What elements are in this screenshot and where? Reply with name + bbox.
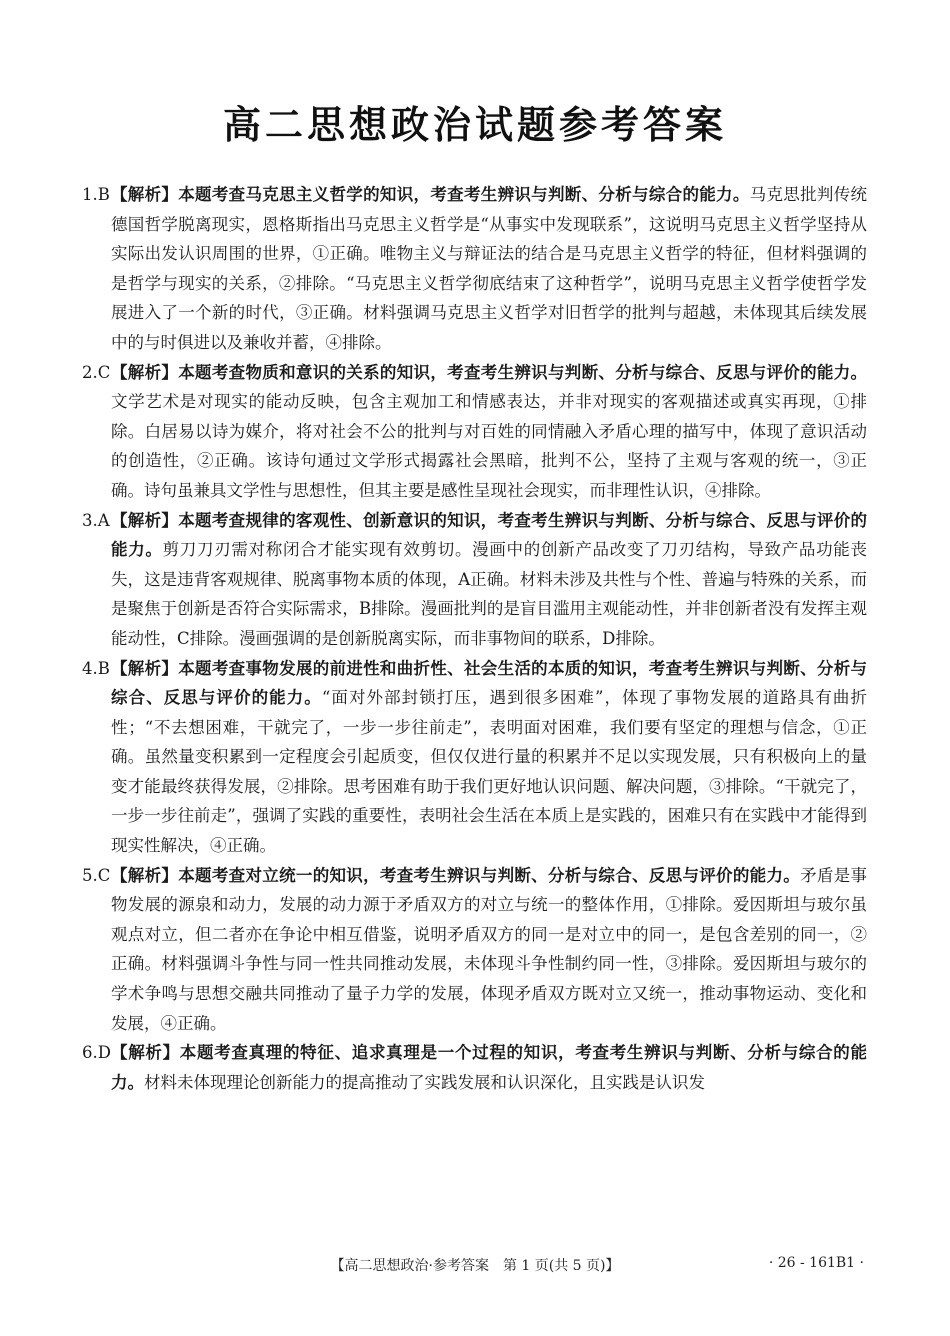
answer-text: 马克思批判传统德国哲学脱离现实，恩格斯指出马克思主义哲学是“从事实中发现联系”，这说明马克思主义哲学坚持从实际出发认识周围的世界，①正确。唯物主义与辩证法的结合是马克思主义哲学的特征，但材料强调的是哲学与现实的关系，②排除。“马克思主义哲学彻底结束了这种哲学”，说明马克思主义哲学使哲学发展进入了一个新的时代，③正确。材料强调马克思主义哲学对旧哲学的批判与超越，未体现其后续发展中的与时俱进以及兼收并蓄，④排除。 — [111, 185, 868, 352]
answer-item-4 — [82, 654, 867, 861]
answer-item-6 — [82, 1038, 867, 1097]
analysis-tag: 【解析】 — [111, 865, 179, 885]
answer-text: 矛盾是事物发展的源泉和动力，发展的动力源于矛盾双方的对立与统一的整体作用，①排除。爱因斯坦与玻尔虽观点对立，但二者亦在争论中相互借鉴，说明矛盾双方的同一是对立中的同一，是包含差别的同一，②正确。材料强调斗争性与同一性共同推动发展，未体现斗争性制约同一性，③排除。爱因斯坦与玻尔的学术争鸣与思想交融共同推动了量子力学的发展，体现矛盾双方既对立又统一，推动事物运动、变化和发展，④正确。 — [111, 865, 868, 1033]
answer-number: 2.C — [82, 362, 111, 382]
analysis-tag: 【解析】 — [111, 362, 179, 382]
answer-number: 5.C — [82, 865, 111, 885]
answer-text: “面对外部封锁打压，遇到很多困难”，体现了事物发展的道路具有曲折性；“不去想困难，干就完了，一步一步往前走”，表明面对困难，我们要有坚定的理想与信念，①正确。虽然量变积累到一定程度会引起质变，但仅仅进行量的积累并不足以实现发展，只有积极向上的量变才能最终获得发展，②排除。思考困难有助于我们更好地认识问题、解决问题，③排除。“干就完了，一步一步往前走”，强调了实践的重要性，表明社会生活在本质上是实践的，困难只有在实践中才能得到现实性解决，④正确。 — [111, 688, 867, 856]
answer-lead: 本题考查物质和意识的关系的知识，考查考生辨识与判断、分析与综合、反思与评价的能力。 — [178, 362, 868, 382]
answer-number: 6.D — [82, 1043, 111, 1063]
answer-text: 文学艺术是对现实的能动反映，包含主观加工和情感表达，并非对现实的客观描述或真实再现，①排除。白居易以诗为媒介，将对社会不公的批判与对百姓的同情融入矛盾心理的描写中，体现了意识活动的创造性，②正确。该诗句通过文学形式揭露社会黑暗，批判不公，坚持了主观与客观的统一，③正确。诗句虽兼具文学性与思想性，但其主要是感性呈现社会现实，而非理性认识，④排除。 — [111, 392, 867, 500]
analysis-tag: 【解析】 — [111, 1043, 180, 1063]
analysis-tag: 【解析】 — [111, 658, 179, 678]
answer-number: 3.A — [82, 510, 110, 530]
answer-text: 剪刀刀刃需对称闭合才能实现有效剪切。漫画中的创新产品改变了刀刃结构，导致产品功能丧失，这是违背客观规律、脱离事物本质的体现，A正确。材料未涉及共性与个性、普遍与特殊的关系，而是聚焦于创新是否符合实际需求，B排除。漫画批判的是盲目滥用主观能动性，并非创新者没有发挥主观能动性，C排除。漫画强调的是创新脱离实际，而非事物间的联系，D排除。 — [111, 540, 868, 648]
answer-item-3 — [82, 506, 867, 654]
answer-lead: 本题考查事物发展的前进性和曲折性、社会生活的本质的知识，考查考生辨识与判断、分析与综合、反思与评价的能力。 — [111, 658, 868, 708]
footer-page-info: 【高二思想政治·参考答案 第 1 页(共 5 页)】 — [330, 1258, 620, 1274]
page-title: 高二思想政治试题参考答案 — [222, 103, 727, 147]
answer-lead: 本题考查马克思主义哲学的知识，考查考生辨识与判断、分析与综合的能力。 — [178, 185, 750, 204]
answer-lead: 本题考查对立统一的知识，考查考生辨识与判断、分析与综合、反思与评价的能力。 — [178, 865, 801, 885]
answer-list — [82, 180, 867, 1097]
analysis-tag: 【解析】 — [111, 185, 179, 204]
answer-item-1 — [82, 180, 867, 358]
answer-number: 1.B — [82, 185, 110, 204]
answer-item-2 — [82, 358, 867, 506]
answer-lead: 本题考查真理的特征、追求真理是一个过程的知识，考查考生辨识与判断、分析与综合的能力。 — [111, 1043, 868, 1092]
answer-lead: 本题考查规律的客观性、创新意识的知识，考查考生辨识与判断、分析与综合、反思与评价的能力。 — [111, 510, 868, 560]
answer-number: 4.B — [82, 658, 110, 678]
analysis-tag: 【解析】 — [111, 510, 179, 530]
page-footer — [0, 1255, 950, 1279]
answer-text: 材料未体现理论创新能力的提高推动了实践发展和认识深化，且实践是认识发 — [144, 1072, 705, 1092]
answer-item-5 — [82, 861, 867, 1039]
footer-code: · 26 - 161B1 · — [768, 1255, 864, 1271]
